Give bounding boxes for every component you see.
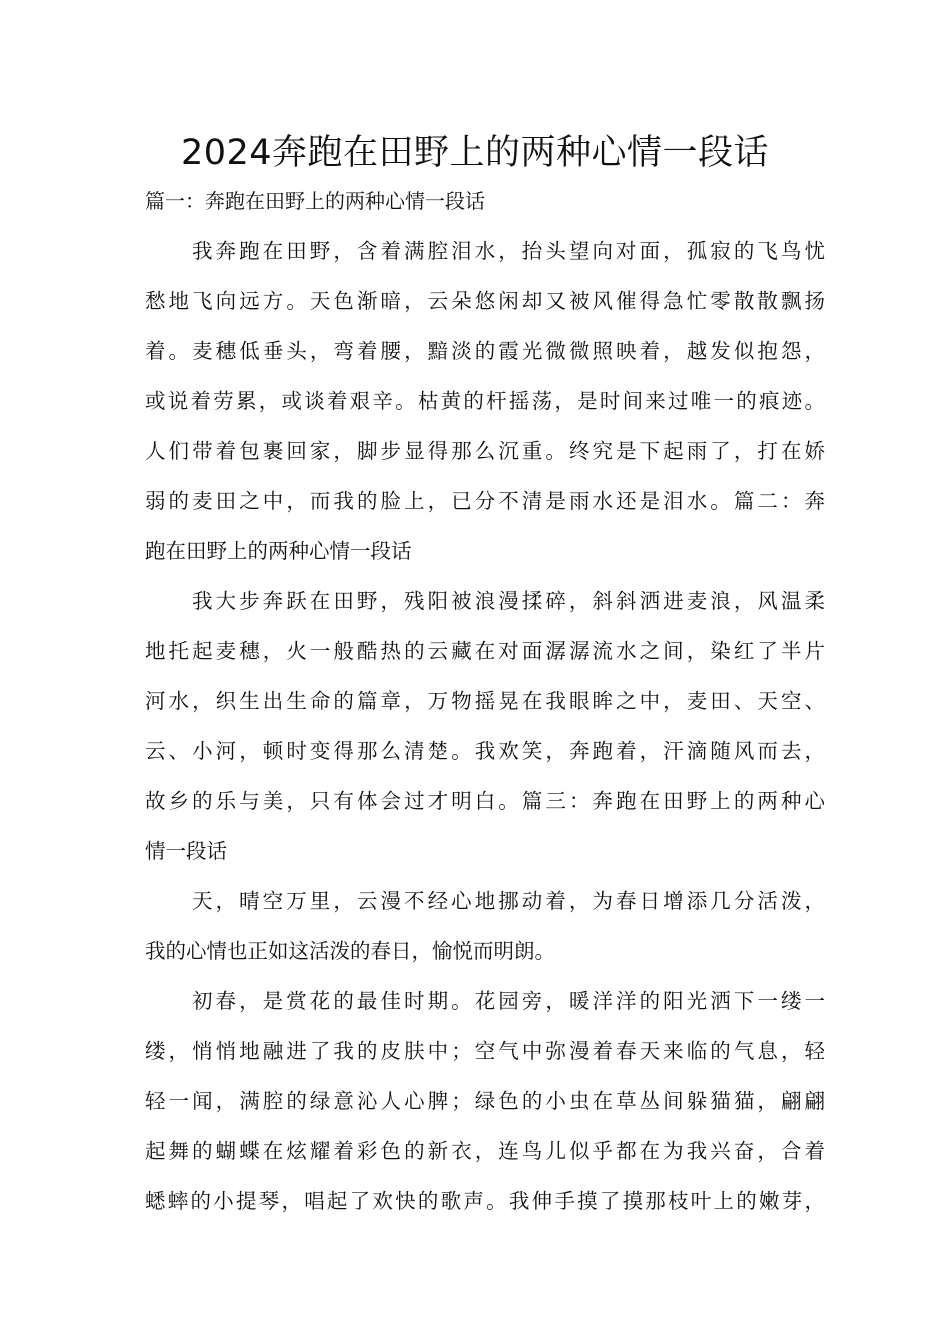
- text-line: 我大步奔跃在田野，残阳被浪漫揉碎，斜斜洒进麦浪，风温柔: [192, 589, 825, 613]
- text-line: 我奔跑在田野，含着满腔泪水，抬头望向对面，孤寂的飞鸟忧: [192, 239, 825, 263]
- text-line: 天，晴空万里，云漫不经心地挪动着，为春日增添几分活泼，: [192, 889, 825, 913]
- text-line: 人们带着包裹回家，脚步显得那么沉重。终究是下起雨了，打在娇: [145, 439, 825, 463]
- text-line: 篇一：奔跑在田野上的两种心情一段话: [145, 189, 485, 213]
- text-line: 我的心情也正如这活泼的春日，愉悦而明朗。: [145, 939, 555, 963]
- text-line: 故乡的乐与美，只有体会过才明白。篇三：奔跑在田野上的两种心: [145, 789, 825, 813]
- document-title: 2024奔跑在田野上的两种心情一段话: [180, 133, 770, 173]
- text-line: 云、小河，顿时变得那么清楚。我欢笑，奔跑着，汗滴随风而去，: [145, 739, 825, 763]
- text-line: 或说着劳累，或谈着艰辛。枯黄的杆摇荡，是时间来过唯一的痕迹。: [145, 389, 825, 413]
- text-line: 河水，织生出生命的篇章，万物摇晃在我眼眸之中，麦田、天空、: [145, 689, 825, 713]
- text-line: 地托起麦穗，火一般酷热的云藏在对面潺潺流水之间，染红了半片: [145, 639, 825, 663]
- text-line: 轻一闻，满腔的绿意沁人心脾；绿色的小虫在草丛间躲猫猫，翩翩: [145, 1089, 825, 1113]
- text-line: 起舞的蝴蝶在炫耀着彩色的新衣，连鸟儿似乎都在为我兴奋，合着: [145, 1139, 825, 1163]
- text-line: 缕，悄悄地融进了我的皮肤中；空气中弥漫着春天来临的气息，轻: [145, 1039, 825, 1063]
- text-line: 蟋蟀的小提琴，唱起了欢快的歌声。我伸手摸了摸那枝叶上的嫩芽，: [145, 1189, 825, 1213]
- text-line: 弱的麦田之中，而我的脸上，已分不清是雨水还是泪水。篇二：奔: [145, 489, 825, 513]
- text-line: 初春，是赏花的最佳时期。花园旁，暖洋洋的阳光洒下一缕一: [192, 989, 825, 1013]
- text-line: 着。麦穗低垂头，弯着腰，黯淡的霞光微微照映着，越发似抱怨，: [145, 339, 825, 363]
- text-line: 愁地飞向远方。天色渐暗，云朵悠闲却又被风催得急忙零散散飘扬: [145, 289, 825, 313]
- text-line: 跑在田野上的两种心情一段话: [145, 539, 412, 563]
- text-line: 情一段话: [145, 839, 227, 863]
